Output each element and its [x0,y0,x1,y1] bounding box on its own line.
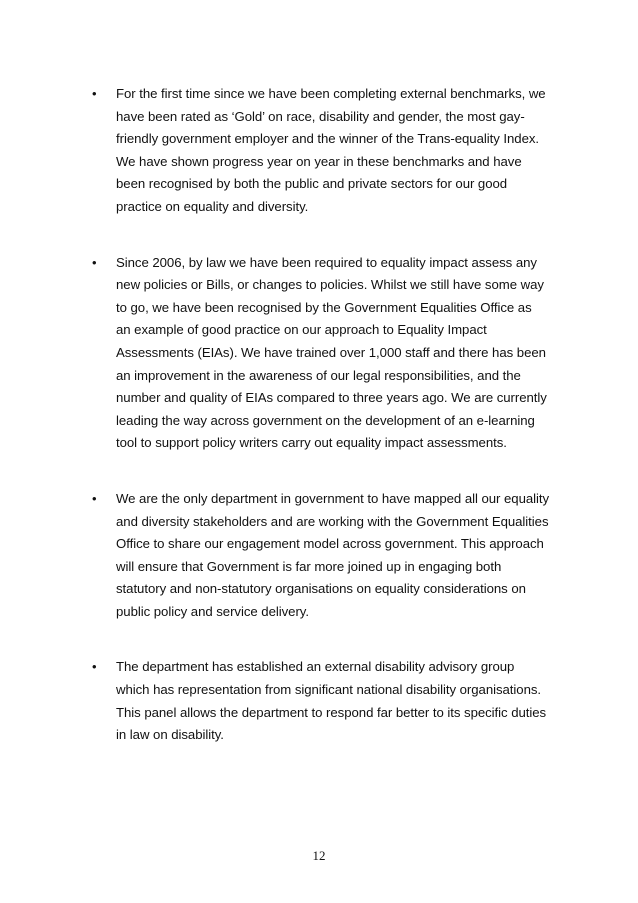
text-line: tool to support policy writers carry out equality impact assessments. [116,435,507,451]
bullet-icon: • [92,254,97,270]
text-line: practice on equality and diversity. [116,198,309,214]
bullet-item [92,656,562,746]
bullet-text [116,656,562,746]
bullet-text [116,488,562,624]
text-line: an example of good practice on our approach to Equality Impact [116,322,487,338]
text-line: For the first time since we have been completing external benchmarks, we [116,86,546,101]
bullet-icon: • [92,659,97,675]
bullet-icon: • [92,86,97,101]
bullet-item [92,252,562,455]
bullet-text [116,83,562,219]
text-line: We have shown progress year on year in these benchmarks and have [116,153,522,169]
text-line: We are the only department in government to have mapped all our equality [116,490,550,506]
text-line: an improvement in the awareness of our legal responsibilities, and the [116,367,521,383]
bullet-item [92,488,562,624]
bullet-list [92,83,562,747]
text-line: new policies or Bills, or changes to policies. Whilst we still have some way [116,277,544,293]
text-line: statutory and non-statutory organisations on equality considerations on [116,581,526,597]
text-line: will ensure that Government is far more joined up in engaging both [116,558,502,574]
text-line: and diversity stakeholders and are working with the Government Equalities [116,513,549,529]
text-line: which has representation from significant national disability organisations. [116,682,542,698]
text-line: The department has established an external disability advisory group [116,659,515,675]
bullet-item [92,83,562,219]
text-line: have been rated as ‘Gold’ on race, disability and gender, the most gay- [116,108,525,124]
text-line: public policy and service delivery. [116,603,309,619]
text-line: Assessments (EIAs). We have trained over 1,000 staff and there has been [116,344,546,360]
text-line: This panel allows the department to respond far better to its specific duties [116,704,547,720]
text-line: been recognised by both the public and private sectors for our good [116,176,508,192]
text-line: Since 2006, by law we have been required to equality impact assess any [116,254,537,270]
text-line: in law on disability. [116,727,224,743]
bullet-icon: • [92,490,97,506]
text-line: leading the way across government on the development of an e-learning [116,412,535,428]
page-number: 12 [312,848,326,863]
bullet-text [116,252,562,455]
text-line: friendly government employer and the winner of the Trans-equality Index. [116,131,540,147]
text-line: number and quality of EIAs compared to three years ago. We are currently [116,390,547,406]
text-line: to go, we have been recognised by the Government Equalities Office as [116,299,532,315]
text-line: Office to share our engagement model across government. This approach [116,536,544,552]
